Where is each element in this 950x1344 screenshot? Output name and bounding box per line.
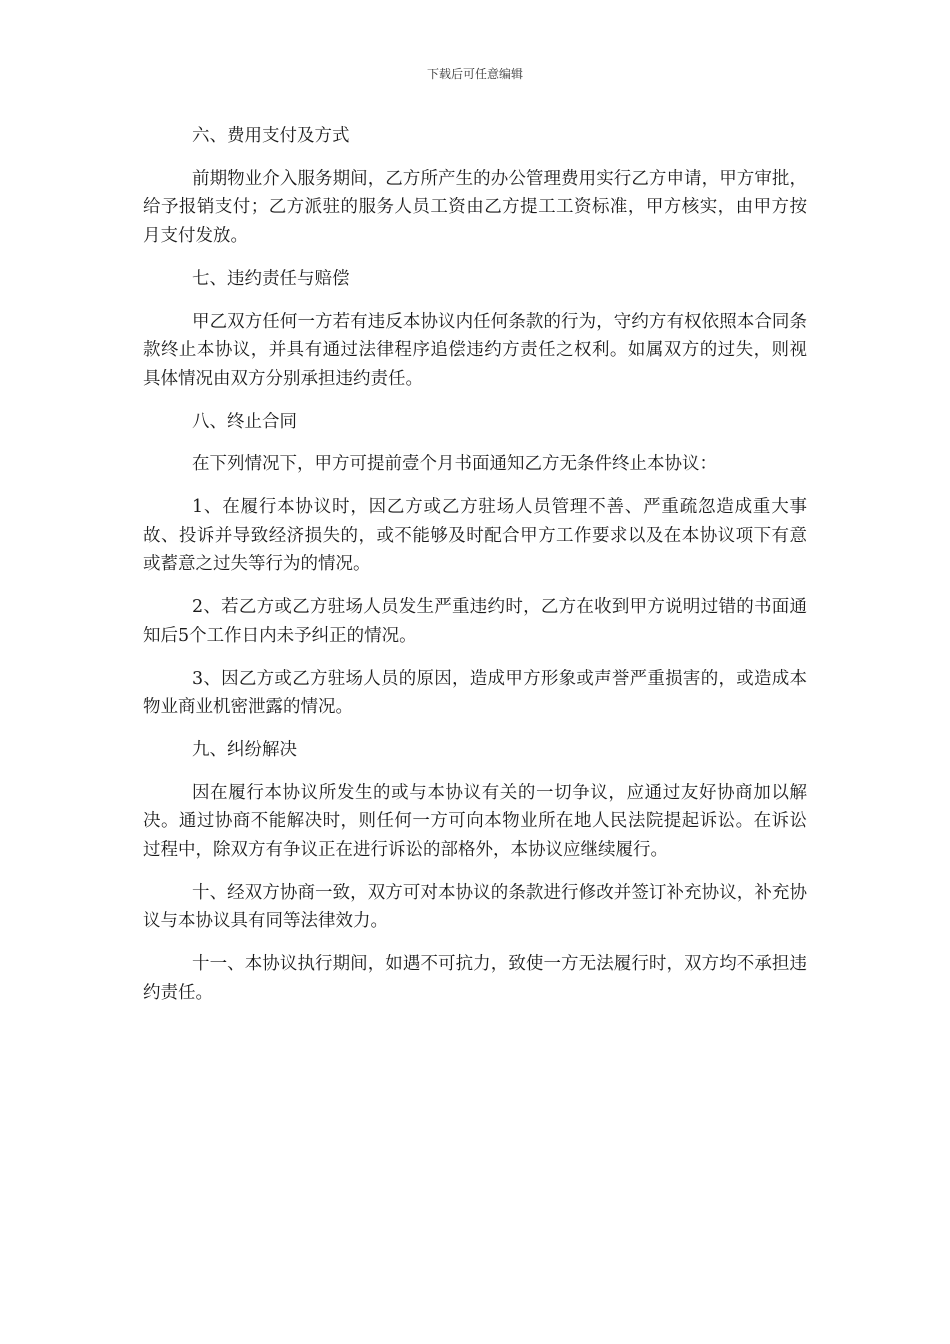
section-amendment: 十、经双方协商一致，双方可对本协议的条款进行修改并签订补充协议，补充协议与本协议具有同等法律效力。 <box>143 882 807 932</box>
paragraph-termination-intro: 在下列情况下，甲方可提前壹个月书面通知乙方无条件终止本协议： <box>192 454 717 475</box>
termination-clause-1: 1、在履行本协议时，因乙方或乙方驻场人员管理不善、严重疏忽造成重大事故、投诉并导致经济损失的，或不能够及时配合甲方工作要求以及在本协议项下有意或蓄意之过失等行为的情况。 <box>143 497 807 575</box>
termination-clause-2: 2、若乙方或乙方驻场人员发生严重违约时，乙方在收到甲方说明过错的书面通知后5个工作日内未予纠正的情况。 <box>143 597 807 646</box>
paragraph-breach-liability: 甲乙双方任何一方若有违反本协议内任何条款的行为，守约方有权依照本合同条款终止本协议，并具有通过法律程序追偿违约方责任之权利。如属双方的过失，则视具体情况由双方分别承担违约责任。 <box>143 311 807 389</box>
section-heading-dispute-resolution: 九、纠纷解决 <box>192 739 297 760</box>
section-force-majeure: 十一、本协议执行期间，如遇不可抗力，致使一方无法履行时，双方均不承担违约责任。 <box>143 954 807 1003</box>
paragraph-dispute-resolution: 因在履行本协议所发生的或与本协议有关的一切争议，应通过友好协商加以解决。通过协商不能解决时，则任何一方可向本物业所在地人民法院提起诉讼。在诉讼过程中，除双方有争议正在进行诉讼的部格外，本协议应继续履行。 <box>143 782 807 861</box>
document-body <box>143 122 807 1022</box>
section-heading-termination: 八、终止合同 <box>192 411 297 432</box>
section-heading-breach-liability: 七、违约责任与赔偿 <box>192 268 350 289</box>
termination-clause-3: 3、因乙方或乙方驻场人员的原因，造成甲方形象或声誉严重损害的，或造成本物业商业机密泄露的情况。 <box>143 668 807 718</box>
page-header: 下载后可任意编辑 <box>426 67 523 81</box>
section-heading-fee-payment: 六、费用支付及方式 <box>192 126 350 146</box>
paragraph-fee-payment: 前期物业介入服务期间，乙方所产生的办公管理费用实行乙方申请，甲方审批，给予报销支付；乙方派驻的服务人员工资由乙方提工工资标准，甲方核实，由甲方按月支付发放。 <box>143 168 807 247</box>
